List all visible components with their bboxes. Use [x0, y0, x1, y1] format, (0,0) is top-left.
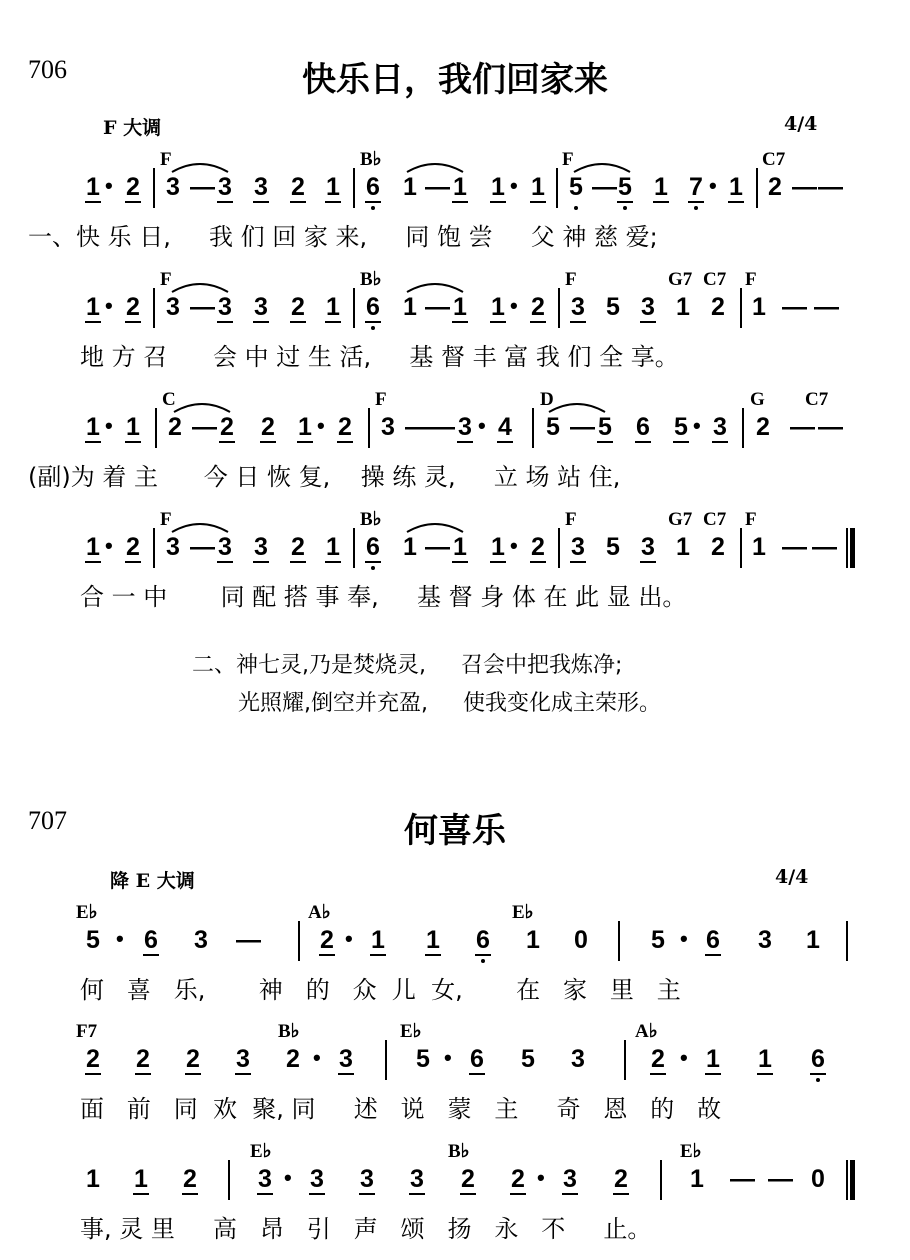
dash: — [782, 533, 807, 561]
lyric-line: 地 方 召 会 中 过 生 活, 基 督 丰 富 我 们 全 享。 [80, 343, 679, 371]
note: 3 [166, 533, 180, 561]
note: 2 [768, 173, 782, 201]
dash: — [818, 173, 843, 201]
note: 5 [546, 413, 560, 441]
dot: • [105, 413, 113, 438]
dash: — [570, 413, 595, 441]
dash: — [768, 1165, 793, 1193]
dash: — [814, 293, 839, 321]
note: 5 [606, 533, 620, 561]
note: 6 [138, 928, 164, 953]
chord-symbol: E♭ [680, 1141, 702, 1162]
note: 1 [86, 1165, 100, 1193]
note: 0 [574, 926, 588, 954]
note: 6 [805, 1047, 831, 1072]
barline [298, 921, 300, 961]
chord-symbol: F [160, 509, 172, 530]
chord-symbol: E♭ [76, 902, 98, 923]
note: 2 [525, 535, 551, 560]
barline [558, 528, 560, 568]
chord-symbol: G7 [668, 509, 693, 530]
dot: • [105, 293, 113, 318]
note: 1 [676, 293, 690, 321]
note: 1 [700, 1047, 726, 1072]
lyric-line: 面 前 同 欢 聚, 同 述 说 蒙 主 奇 恩 的 故 [80, 1095, 722, 1123]
dot: • [317, 413, 325, 438]
chord-symbol: F [745, 269, 757, 290]
hymn-number: 707 [28, 806, 67, 835]
barline [558, 288, 560, 328]
note: 3 [304, 1167, 330, 1192]
dot: • [444, 1045, 452, 1070]
note: 2 [180, 1047, 206, 1072]
chord-symbol: F [565, 509, 577, 530]
slur [405, 160, 465, 174]
dot: • [510, 293, 518, 318]
note: 3 [565, 295, 591, 320]
barline [618, 921, 620, 961]
note: 2 [756, 413, 770, 441]
dot: • [537, 1165, 545, 1190]
dot: • [693, 413, 701, 438]
key-signature: F 大调 [103, 117, 162, 139]
note: 2 [120, 535, 146, 560]
dot: • [680, 1045, 688, 1070]
chord-symbol: F7 [76, 1021, 98, 1042]
chord-symbol: B♭ [360, 149, 382, 170]
barline [742, 408, 744, 448]
chord-symbol: G [750, 389, 765, 410]
chord-symbol: B♭ [448, 1141, 470, 1162]
dot: • [510, 173, 518, 198]
slur [170, 520, 230, 534]
note: 2 [120, 295, 146, 320]
chord-symbol: B♭ [360, 269, 382, 290]
note: 6 [464, 1047, 490, 1072]
note: 1 [80, 295, 106, 320]
barline [353, 168, 355, 208]
chord-symbol: E♭ [250, 1141, 272, 1162]
chord-symbol: E♭ [400, 1021, 422, 1042]
dash: — [430, 413, 455, 441]
dot: • [105, 173, 113, 198]
note: 2 [314, 928, 340, 953]
note: 2 [120, 175, 146, 200]
barline [624, 1040, 626, 1080]
note: 1 [485, 295, 511, 320]
note: 2 [455, 1167, 481, 1192]
barline [153, 288, 155, 328]
dot: • [116, 926, 124, 951]
note: 2 [711, 293, 725, 321]
chord-symbol: C7 [703, 509, 727, 530]
note: 2 [80, 1047, 106, 1072]
chord-symbol: B♭ [278, 1021, 300, 1042]
note: 1 [485, 175, 511, 200]
dot: • [345, 926, 353, 951]
note: 5 [592, 415, 618, 440]
dash: — [192, 413, 217, 441]
slur [170, 160, 230, 174]
dash: — [790, 413, 815, 441]
final-barline [846, 1160, 855, 1200]
note: 1 [526, 926, 540, 954]
chord-symbol: F [160, 149, 172, 170]
note: 5 [612, 175, 638, 200]
note: 1 [525, 175, 551, 200]
note: 5 [86, 926, 100, 954]
dot: • [709, 173, 717, 198]
chord-symbol: A♭ [635, 1021, 658, 1042]
chord-symbol: C [162, 389, 176, 410]
chord-symbol: D [540, 389, 554, 410]
note: 1 [80, 535, 106, 560]
slur [170, 280, 230, 294]
note: 1 [320, 295, 346, 320]
barline [740, 528, 742, 568]
final-barline [846, 528, 855, 568]
note: 3 [635, 295, 661, 320]
lyric-line: 何 喜 乐, 神 的 众 儿 女, 在 家 里 主 [80, 976, 681, 1004]
note: 3 [565, 535, 591, 560]
note: 1 [806, 926, 820, 954]
dash: — [190, 293, 215, 321]
dot: • [313, 1045, 321, 1070]
note: 1 [447, 175, 473, 200]
note: 3 [571, 1045, 585, 1073]
note: 6 [360, 295, 386, 320]
note: 1 [403, 293, 417, 321]
note: 0 [811, 1165, 825, 1193]
note: 2 [332, 415, 358, 440]
note: 1 [752, 1047, 778, 1072]
slur [572, 160, 632, 174]
note: 3 [212, 175, 238, 200]
verse-2-line: 二、神七灵,乃是焚烧灵, 召会中把我炼净; [192, 653, 623, 678]
chord-symbol: A♭ [308, 902, 331, 923]
hymn-title: 快乐日，我们回家来 [302, 60, 608, 100]
note: 2 [711, 533, 725, 561]
note: 2 [286, 1045, 300, 1073]
chord-symbol: G7 [668, 269, 693, 290]
note: 1 [120, 415, 146, 440]
note: 2 [177, 1167, 203, 1192]
chord-symbol: C7 [703, 269, 727, 290]
note: 5 [606, 293, 620, 321]
barline [740, 288, 742, 328]
lyric-line: 合 一 中 同 配 搭 事 奉, 基 督 身 体 在 此 显 出。 [80, 583, 687, 611]
lyric-line: 一、快 乐 日, 我 们 回 家 来, 同 饱 尝 父 神 慈 爱; [28, 223, 658, 251]
note: 5 [668, 415, 694, 440]
note: 3 [166, 173, 180, 201]
note: 1 [128, 1167, 154, 1192]
note: 3 [758, 926, 772, 954]
note: 1 [403, 533, 417, 561]
slur [172, 400, 232, 414]
dash: — [792, 173, 817, 201]
barline [756, 168, 758, 208]
key-signature: 降 E 大调 [110, 870, 195, 892]
note: 7 [683, 175, 709, 200]
note: 2 [214, 415, 240, 440]
dash: — [425, 293, 450, 321]
chord-symbol: F [745, 509, 757, 530]
note: 3 [333, 1047, 359, 1072]
dash: — [190, 533, 215, 561]
note: 1 [485, 535, 511, 560]
note: 3 [452, 415, 478, 440]
note: 3 [212, 295, 238, 320]
note: 3 [248, 175, 274, 200]
dash: — [812, 533, 837, 561]
barline [153, 168, 155, 208]
note: 1 [690, 1165, 704, 1193]
chord-symbol: F [375, 389, 387, 410]
note: 2 [285, 535, 311, 560]
chord-symbol: F [160, 269, 172, 290]
note: 3 [230, 1047, 256, 1072]
dot: • [510, 533, 518, 558]
dash: — [236, 926, 261, 954]
note: 3 [381, 413, 395, 441]
barline [155, 408, 157, 448]
note: 5 [651, 926, 665, 954]
note: 1 [752, 533, 766, 561]
time-signature: 4/4 [784, 113, 818, 135]
note: 5 [563, 175, 589, 200]
barline [368, 408, 370, 448]
barline [385, 1040, 387, 1080]
note: 1 [723, 175, 749, 200]
note: 1 [320, 175, 346, 200]
note: 2 [525, 295, 551, 320]
barline [660, 1160, 662, 1200]
note: 3 [252, 1167, 278, 1192]
note: 4 [492, 415, 518, 440]
note: 3 [166, 293, 180, 321]
note: 1 [752, 293, 766, 321]
note: 1 [320, 535, 346, 560]
note: 3 [404, 1167, 430, 1192]
verse-2-line: 光照耀,倒空并充盈, 使我变化成主荣形。 [238, 691, 661, 716]
barline [532, 408, 534, 448]
note: 3 [635, 535, 661, 560]
note: 1 [420, 928, 446, 953]
chord-symbol: B♭ [360, 509, 382, 530]
note: 3 [707, 415, 733, 440]
note: 5 [416, 1045, 430, 1073]
note: 1 [80, 415, 106, 440]
note: 2 [255, 415, 281, 440]
note: 2 [608, 1167, 634, 1192]
note: 1 [365, 928, 391, 953]
note: 3 [248, 295, 274, 320]
note: 5 [521, 1045, 535, 1073]
note: 6 [700, 928, 726, 953]
hymn-title: 何喜乐 [404, 811, 506, 851]
note: 1 [447, 535, 473, 560]
note: 1 [648, 175, 674, 200]
chord-symbol: F [565, 269, 577, 290]
barline [228, 1160, 230, 1200]
note: 2 [130, 1047, 156, 1072]
chord-symbol: C7 [805, 389, 829, 410]
slur [405, 520, 465, 534]
note: 1 [676, 533, 690, 561]
note: 1 [403, 173, 417, 201]
note: 2 [168, 413, 182, 441]
hymn-number: 706 [28, 55, 67, 84]
lyric-line: 事, 灵 里 高 昂 引 声 颂 扬 永 不 止。 [80, 1215, 652, 1243]
dot: • [478, 413, 486, 438]
dash: — [190, 173, 215, 201]
note: 1 [447, 295, 473, 320]
barline [353, 288, 355, 328]
barline [353, 528, 355, 568]
dot: • [680, 926, 688, 951]
dash: — [405, 413, 430, 441]
barline [846, 921, 848, 961]
note: 3 [248, 535, 274, 560]
dash: — [730, 1165, 755, 1193]
note: 6 [360, 535, 386, 560]
dot: • [284, 1165, 292, 1190]
time-signature: 4/4 [775, 866, 809, 888]
chord-symbol: C7 [762, 149, 786, 170]
note: 3 [354, 1167, 380, 1192]
note: 2 [285, 295, 311, 320]
note: 3 [194, 926, 208, 954]
note: 2 [285, 175, 311, 200]
dash: — [425, 533, 450, 561]
dot: • [105, 533, 113, 558]
chord-symbol: F [562, 149, 574, 170]
note: 6 [630, 415, 656, 440]
barline [153, 528, 155, 568]
note: 2 [505, 1167, 531, 1192]
note: 3 [557, 1167, 583, 1192]
dash: — [782, 293, 807, 321]
barline [556, 168, 558, 208]
note: 2 [645, 1047, 671, 1072]
chord-symbol: E♭ [512, 902, 534, 923]
note: 6 [360, 175, 386, 200]
dash: — [592, 173, 617, 201]
dash: — [425, 173, 450, 201]
dash: — [818, 413, 843, 441]
lyric-line: (副)为 着 主 今 日 恢 复, 操 练 灵, 立 场 站 住, [28, 463, 621, 491]
slur [405, 280, 465, 294]
note: 3 [212, 535, 238, 560]
note: 6 [470, 928, 496, 953]
note: 1 [292, 415, 318, 440]
note: 1 [80, 175, 106, 200]
slur [547, 400, 607, 414]
